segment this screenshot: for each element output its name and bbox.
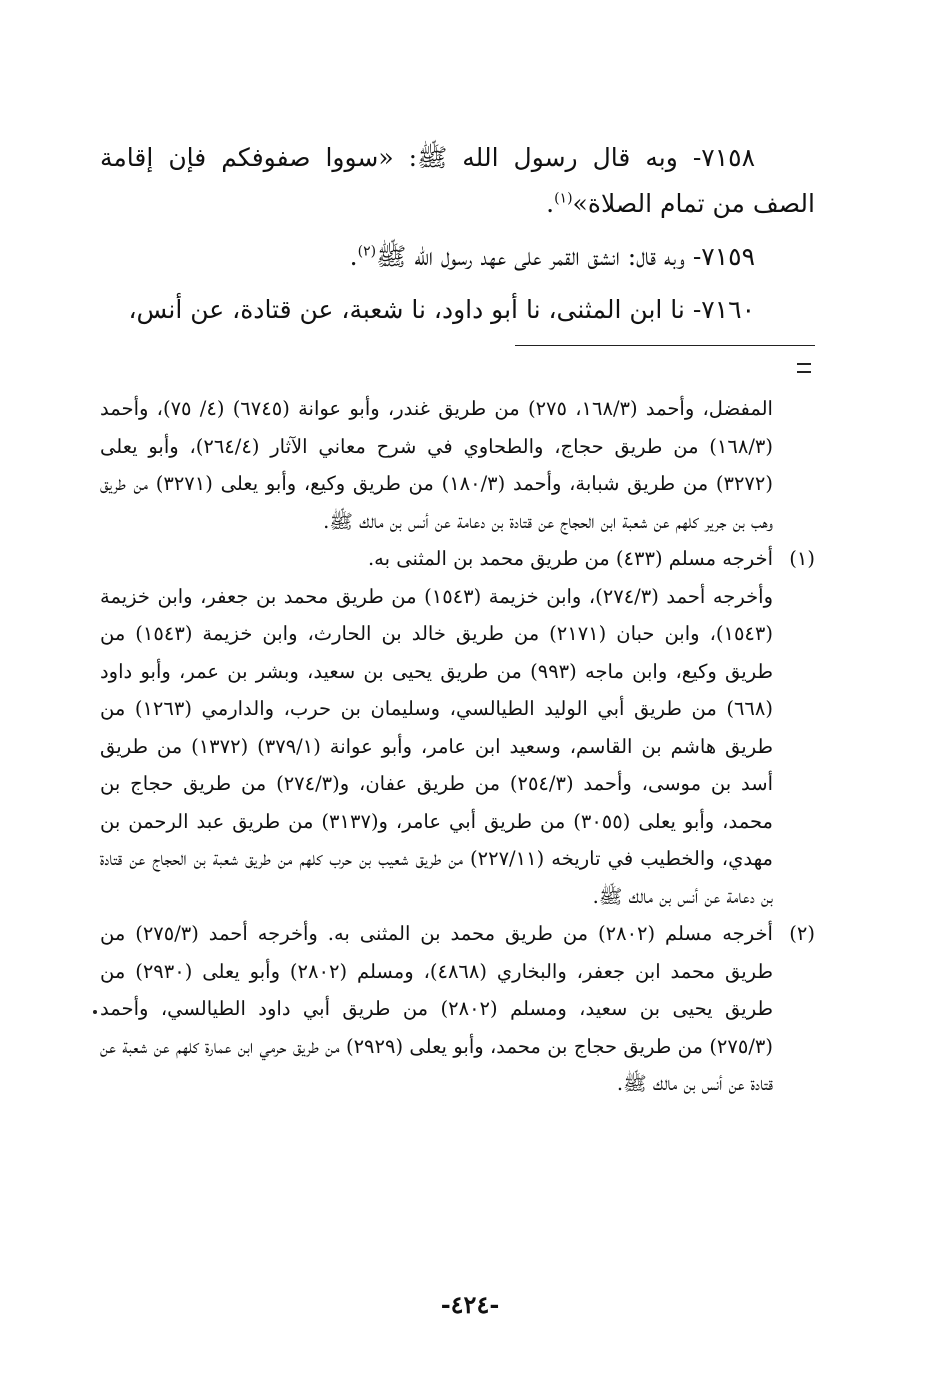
footnote-1 bbox=[100, 540, 815, 578]
hadith-7158 bbox=[100, 135, 815, 227]
hadith-text: ٧١٥٩- وبه قال: انشق القمر على عهد رسول الله ﷺ bbox=[376, 242, 755, 271]
footnote-ref-2[interactable]: (٢) bbox=[357, 243, 377, 260]
footnote-body: أخرجه مسلم (٢٨٠٢) من طريق محمد بن المثنى به. وأخرجه أحمد (٢٧٥/٣) من طريق محمد ابن جعفر، والبخاري (٤٨٦٨)، ومسلم (٢٨٠٢) وأبو يعلى (٢٩٣٠) من طريق يحيى بن سعيد، ومسلم (٢٨٠٢) من طريق أبي داود الطيالسي، وأحمد (٢٧٥/٣) من طريق حجاج بن محمد، وأبو يعلى (٢٩٢٩) من طريق حرمي ابن عمارة كلهم عن شعبة عن قتادة عن أنس بن مالك ﷺ. bbox=[100, 922, 773, 1095]
hadith-end: . bbox=[349, 242, 358, 271]
footnote-continuation: المفضل، وأحمد (١٦٨/٣، ٢٧٥) من طريق غندر، وأبو عوانة (٦٧٤٥) (٤/ ٧٥)، وأحمد (١٦٨/٣) من طريق حجاج، والطحاوي في شرح معاني الآثار (٢٦٤/٤)، وأبو يعلى (٣٢٧٢) من طريق شبابة، وأحمد (١٨٠/٣) من طريق وكيع، وأبو يعلى (٣٢٧١) من طريق وهب بن جرير كلهم عن شعبة ابن الحجاج عن قتادة بن دعامة عن أنس بن مالك ﷺ. bbox=[100, 397, 773, 533]
page-number: -٤٢٤- bbox=[440, 1290, 500, 1319]
hadith-end: . bbox=[546, 189, 555, 218]
hadith-text: ٧١٦٠- نا ابن المثنى، نا أبو داود، نا شعبة، عن قتادة، عن أنس، bbox=[128, 295, 755, 324]
hadith-7159 bbox=[100, 234, 815, 280]
footnote-first-line: أخرجه مسلم (٤٣٣) من طريق محمد بن المثنى به. bbox=[367, 547, 773, 570]
footnote-ref-1[interactable]: (١) bbox=[554, 190, 573, 207]
main-text bbox=[100, 135, 815, 333]
footnote-number: (١) bbox=[789, 547, 815, 570]
footnote-number: (٢) bbox=[789, 922, 815, 945]
hadith-7160 bbox=[100, 287, 815, 333]
hadith-text: ٧١٥٨- وبه قال رسول الله ﷺ: «سووا صفوفكم فإن إقامة الصف من تمام الصلاة» bbox=[100, 143, 815, 218]
scan-speck bbox=[93, 1010, 97, 1014]
continuation-mark bbox=[797, 363, 811, 373]
footnote-2 bbox=[100, 915, 815, 1103]
footnotes bbox=[100, 390, 815, 1103]
footnote-1-body: وأخرجه أحمد (٢٧٤/٣)، وابن خزيمة (١٥٤٣) من طريق محمد بن جعفر، وابن خزيمة (١٥٤٣)، وابن حبان (٢١٧١) من طريق خالد بن الحارث، وابن خزيمة (١٥٤٣) من طريق وكيع، وابن ماجه (٩٩٣) من طريق يحيى بن سعيد، وبشر بن عمر، وأبو داود (٦٦٨) من طريق أبي الوليد الطيالسي، وسليمان بن حرب، والدارمي (١٢٦٣) من طريق هاشم بن القاسم، وسعيد ابن عامر، وأبو عوانة (٣٧٩/١) (١٣٧٢) من طريق أسد بن موسى، وأحمد (٢٥٤/٣) من طريق عفان، و(٢٧٤/٣) من طريق حجاج بن محمد، وأبو يعلى (٣٠٥٥) من طريق أبي عامر، و(٣١٣٧) من طريق عبد الرحمن بن مهدي، والخطيب في تاريخه (٢٢٧/١١) من طريق شعيب بن حرب كلهم من طريق شعبة بن الحجاج عن قتادة بن دعامة عن أنس بن مالك ﷺ. bbox=[100, 584, 774, 908]
footnote-separator bbox=[515, 345, 815, 346]
